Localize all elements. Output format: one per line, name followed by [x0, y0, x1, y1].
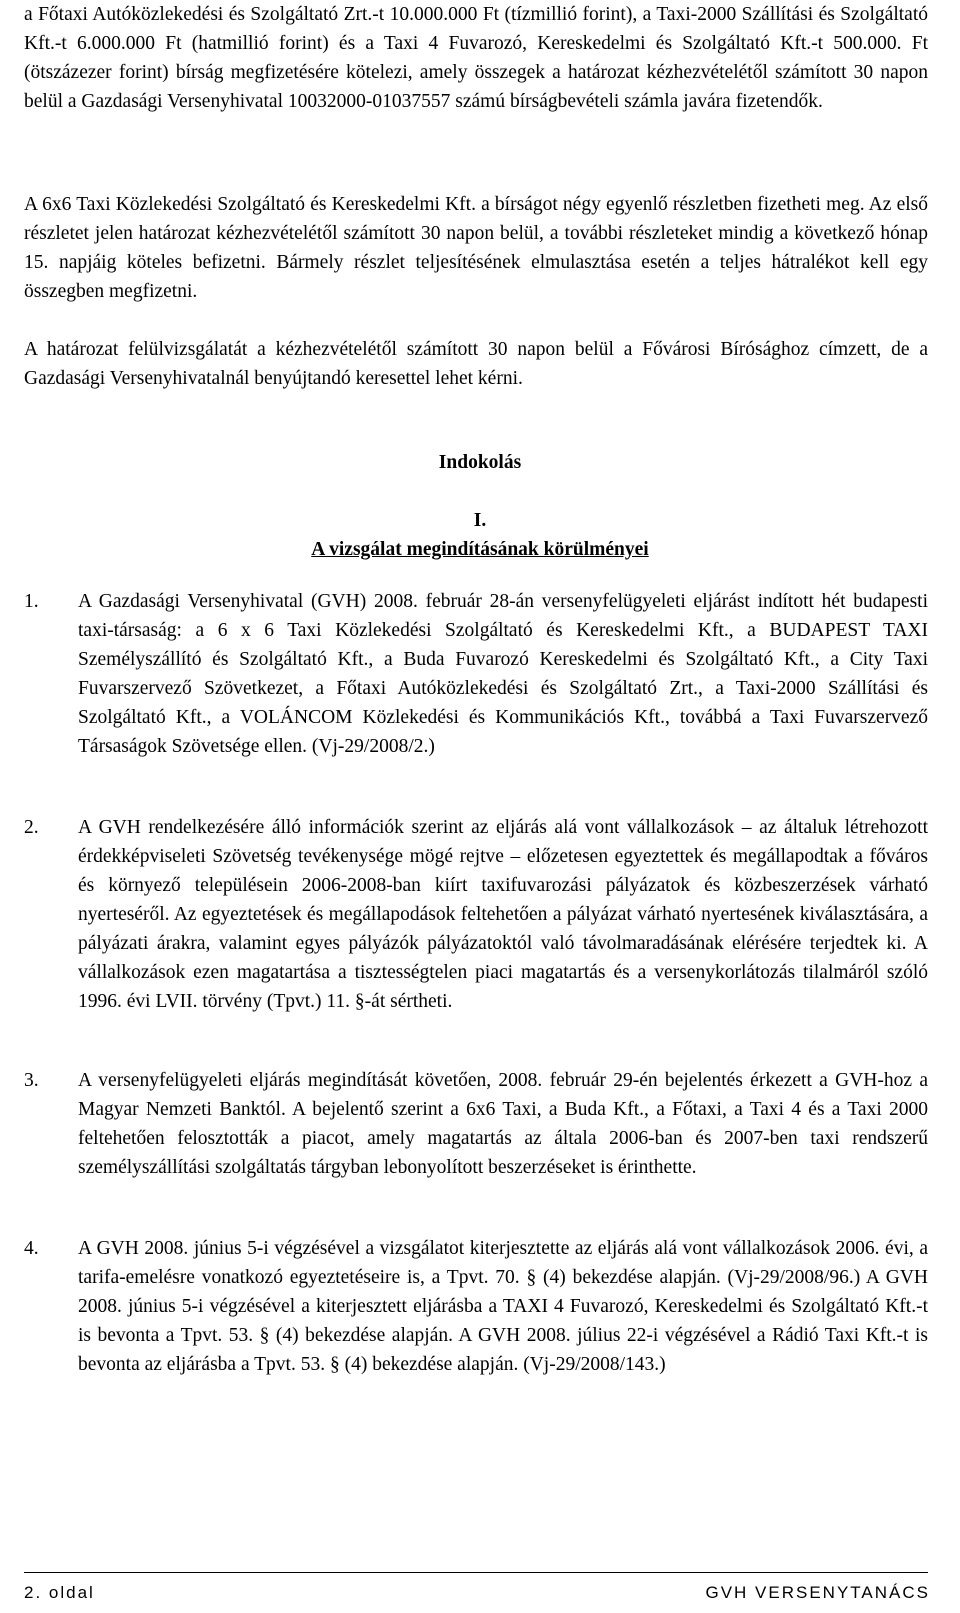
paragraph-installments: A 6x6 Taxi Közlekedési Szolgáltató és Kereskedelmi Kft. a bírságot négy egyenlő részletben fizetheti meg. Az első részletet jelen határozat kézhezvételétől számított 30 napon belül, a további részleteket mindig a következő hónap 15. napjáig köteles befizetni. Bármely részlet teljesítésének elmulasztása esetén a teljes hátralékot kell egy összegben megfizetni. — [24, 194, 928, 302]
list-item — [24, 813, 928, 1016]
footer-organization: GVH VERSENYTANÁCS — [705, 1583, 930, 1602]
list-item-number: 1. — [24, 591, 39, 612]
list-item — [24, 587, 928, 761]
list-item-number: 3. — [24, 1070, 39, 1091]
list-item — [24, 1234, 928, 1379]
list-item-text: A GVH rendelkezésére álló információk szerint az eljárás alá vont vállalkozások – az általuk létrehozott érdekképviseleti Szövetség tevékenysége mögé rejtve – előzetesen egyeztettek és megállapodtak a főváros és környező településein 2006-2008-ban kiírt taxifuvarozási pályázatok és közbeszerzések várható nyerteséről. Az egyeztetések és megállapodások feltehetően a pályázat várható nyertesének kiválasztására, a pályázati árakra, valamint egyes pályázók pályázatoktól való távolmaradásának elérésére terjedtek ki. A vállalkozások ezen magatartása a tisztességtelen piaci magatartás és a versenykorlátozás tilalmáról szóló 1996. évi LVII. törvény (Tpvt.) 11. §-át sértheti. — [78, 817, 928, 1012]
list-item-text: A versenyfelügyeleti eljárás megindítását követően, 2008. február 29-én bejelentés érkezett a GVH-hoz a Magyar Nemzeti Banktól. A bejelentő szerint a 6x6 Taxi, a Buda Kft., a Főtaxi, a Taxi 4 és a Taxi 2000 feltehetően felosztották a piacot, amely magatartás az általa 2006-ban és 2007-ben taxi rendszerű személyszállítási szolgáltatás tárgyban lebonyolított beszerzéseket is érinthette. — [78, 1070, 928, 1178]
heading-indokolas: Indokolás — [438, 452, 522, 473]
paragraph-fine-decision: a Főtaxi Autóközlekedési és Szolgáltató Zrt.-t 10.000.000 Ft (tízmillió forint), a Taxi-2000 Szállítási és Szolgáltató Kft.-t 6.000.000 Ft (hatmillió forint) és a Taxi 4 Fuvarozó, Kereskedelmi és Szolgáltató Kft.-t 500.000. Ft (ötszázezer forint) bírság megfizetésére kötelezi, amely összegek a határozat kézhezvételétől számított 30 napon belül a Gazdasági Versenyhivatal 10032000-01037557 számú bírságbevételi számla javára fizetendők. — [24, 4, 928, 112]
footer-page-number: 2. oldal — [24, 1583, 95, 1602]
list-item-text: A GVH 2008. június 5-i végzésével a vizsgálatot kiterjesztette az eljárás alá vont vállalkozások 2006. évi, a tarifa-emelésre vonatkozó egyeztetéseire is, a Tpvt. 70. § (4) bekezdése alapján. (Vj-29/2008/96.) A GVH 2008. június 5-i végzésével a kiterjesztett eljárásba a TAXI 4 Fuvarozó, Kereskedelmi és Szolgáltató Kft.-t is bevonta a Tpvt. 53. § (4) bekezdése alapján. A GVH 2008. július 22-i végzésével a Rádió Taxi Kft.-t is bevonta az eljárásba a Tpvt. 53. § (4) bekezdése alapján. (Vj-29/2008/143.) — [78, 1238, 928, 1375]
list-item — [24, 1066, 928, 1182]
list-item-number: 4. — [24, 1238, 39, 1259]
heading-section-title: A vizsgálat megindításának körülményei — [311, 539, 649, 560]
footer-divider — [24, 1572, 928, 1573]
paragraph-judicial-review: A határozat felülvizsgálatát a kézhezvételétől számított 30 napon belül a Fővárosi Bírósághoz címzett, de a Gazdasági Versenyhivatalnál benyújtandó keresettel lehet kérni. — [24, 339, 928, 389]
list-item-text: A Gazdasági Versenyhivatal (GVH) 2008. február 28-án versenyfelügyeleti eljárást indított hét budapesti taxi-társaság: a 6 x 6 Taxi Közlekedési Szolgáltató és Kereskedelmi Kft., a BUDAPEST TAXI Személyszállító és Szolgáltató Kft., a Buda Fuvarozó Kereskedelmi és Szolgáltató Kft., a City Taxi Fuvarszervező Szövetkezet, a Főtaxi Autóközlekedési és Szolgáltató Zrt., a Taxi-2000 Szállítási és Szolgáltató Kft., a VOLÁNCOM Közlekedési és Kommunikációs Kft., továbbá a Taxi Fuvarszervező Társaságok Szövetsége ellen. (Vj-29/2008/2.) — [78, 591, 928, 757]
list-item-number: 2. — [24, 817, 39, 838]
heading-section-number: I. — [473, 510, 487, 531]
